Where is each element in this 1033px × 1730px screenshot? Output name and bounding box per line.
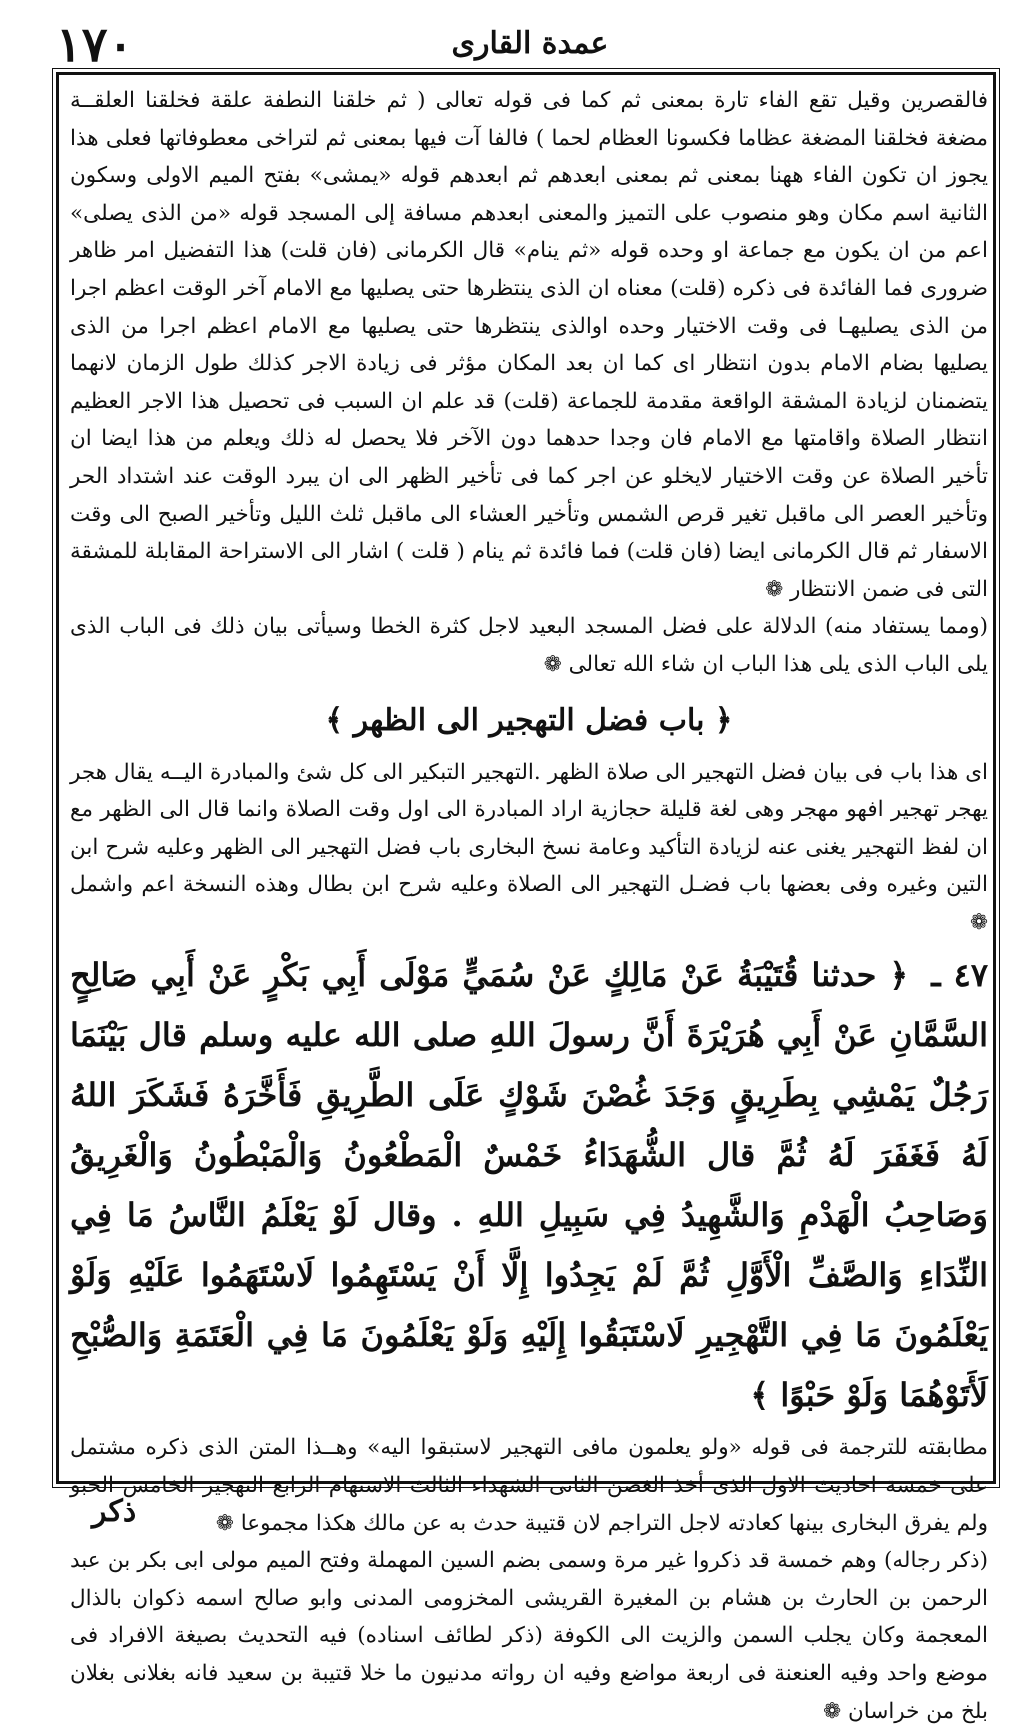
hadith-number: ٤٧ ـ	[931, 956, 989, 995]
correspondence-paragraph: مطابقته للترجمة فى قوله «ولو يعلمون مافى التهجير لاستبقوا اليه» وهــذا المتن الذى ذكره مشتمل على خمسة احاديث الاول الذى أخذ الغصن الثانى الشهداء الثالث الاستهام الرابع التهجير الخامس الحبو ولم يفرق البخارى بينها كعادته لاجل التراجم لان قتيبة حدث به عن مالك هكذا مجموعا ❁	[70, 1435, 988, 1536]
catchword: ذكر	[92, 1494, 137, 1529]
commentary-paragraph: فالقصرين وقيل تقع الفاء تارة بمعنى ثم كما فى قوله تعالى ( ثم خلقنا النطفة علقة فخلقنا العلقــة مضغة فخلقنا المضغة عظاما فكسونا العظام لحما ) فالفا آت فيها بمعنى ثم لتراخى معطوفاتها فعلى هذا يجوز ان تكون الفاء ههنا بمعنى ثم بمعنى ابعدهم ثم ابعدهم قوله «يمشى» بفتح الميم الاولى وسكون الثانية اسم مكان وهو منصوب على التميز والمعنى ابعدهم مسافة إلى المسجد قوله «من الذى يصلى» اعم من ان يكون مع جماعة او وحده قوله «ثم ينام» قال الكرمانى (فان قلت) هذا التفضيل امر ظاهر ضرورى فما الفائدة فى ذكره (قلت) معناه ان الذى ينتظرها حتى يصليها مع الامام آخر الوقت اعظم اجرا من الذى يصليهـا فى وقت الاختيار وحده اوالذى ينتظرها حتى يصليها مع الامام اعظم اجرا من الذى يصليها بضام الامام بدون انتظار اى كما ان بعد المكان مؤثر فى زيادة الاجر كذلك طول الزمان لانهما يتضمنان لزيادة المشقة الواقعة مقدمة للجماعة (قلت) قد علم ان السبب فى تحصيل هذا الاجر العظيم انتظار الصلاة واقامتها مع الامام فان وجدا حدهما دون الآخر فلا يحصل له ذلك ويعلم من هذا ايضا ان تأخير الصلاة عن وقت الاختيار لايخلو عن اجر كما فى تأخير الظهر الى ان يبرد الوقت عند اشتداد الحر وتأخير العصر الى ماقبل تغير قرص الشمس وتأخير العشاء الى ماقبل ثلث الليل وتأخير الصبح الى وقت الاسفار ثم قال الكرمانى ايضا (فان قلت) فما فائدة ثم ينام ( قلت ) اشار الى الاستراحة المقابلة للمشقة التى فى ضمن الانتظار ❁	[70, 88, 988, 602]
hadith-body: ﴿ حدثنا قُتَيْبَةُ عَنْ مَالِكٍ عَنْ سُمَيٍّ مَوْلَى أَبِي بَكْرٍ عَنْ أَبِي صَالِحٍ السَّمَّانِ عَنْ أَبِي هُرَيْرَةَ أَنَّ رسولَ اللهِ صلى الله عليه وسلم قال بَيْنَمَا رَجُلٌ يَمْشِي بِطَرِيقٍ وَجَدَ غُصْنَ شَوْكٍ عَلَى الطَّرِيقِ فَأَخَّرَهُ فَشَكَرَ اللهُ لَهُ فَغَفَرَ لَهُ ثُمَّ قال الشُّهَدَاءُ خَمْسٌ الْمَطْعُونُ وَالْمَبْطُونُ وَالْغَرِيقُ وَصَاحِبُ الْهَدْمِ وَالشَّهِيدُ فِي سَبِيلِ اللهِ . وقال لَوْ يَعْلَمُ النَّاسُ مَا فِي النِّدَاءِ وَالصَّفِّ الْأَوَّلِ ثُمَّ لَمْ يَجِدُوا إِلَّا أَنْ يَسْتَهِمُوا لَاسْتَهَمُوا عَلَيْهِ وَلَوْ يَعْلَمُونَ مَا فِي التَّهْجِيرِ لَاسْتَبَقُوا إِلَيْهِ وَلَوْ يَعْلَمُونَ مَا فِي الْعَتَمَةِ وَالصُّبْحِ لَأَتَوْهُمَا وَلَوْ حَبْوًا ﴾	[70, 956, 989, 1415]
page-number: ١٧٠	[56, 17, 134, 73]
chapter-intro-paragraph: اى هذا باب فى بيان فضل التهجير الى صلاة الظهر .التهجير التبكير الى كل شئ والمبادرة اليــه يقال هجر يهجر تهجير افهو مهجر وهى لغة قليلة حجازية اراد المبادرة الى اول وقت الصلاة وانما قال الى الظهر مع ان لفظ التهجير يغنى عنه لزيادة التأكيد وعامة نسخ البخارى باب فضل التهجير الى الظهر وعليه شرح ابن التين وغيره وفى بعضها باب فضـل التهجير الى الصلاة وعليه شرح ابن بطال وهذه النسخة اعم واشمل ❁	[70, 759, 988, 935]
narrators-paragraph: (ذكر رجاله) وهم خمسة قد ذكروا غير مرة وسمى بضم السين المهملة وفتح الميم مولى ابى بكر بن عبد الرحمن بن الحارث بن هشام بن المغيرة القريشى المخزومى المدنى وابو صالح اسمه ذكوان بالذال المعجمة وكان يجلب السمن والزيت الى الكوفة (ذكر لطائف اسناده) فيه التحديث بصيغة الافراد فى موضع واحد وفيه العنعنة فى اربعة مواضع وفيه ان رواته مدنيون ما خلا قتيبة بن سعيد فانه بغلانى بغلان بلخ من خراسان ❁	[70, 1548, 988, 1724]
hadith-text	[70, 945, 988, 1425]
page-body	[70, 82, 988, 1730]
chapter-heading: ﴿ باب فضل التهجير الى الظهر ﴾	[325, 702, 733, 738]
benefit-paragraph: (ومما يستفاد منه) الدلالة على فضل المسجد البعيد لاجل كثرة الخطا وسيأتى بيان ذلك فى الباب الذى يلى الباب الذى يلى هذا الباب ان شاء الله تعالى ❁	[70, 614, 988, 677]
page-header	[56, 17, 1004, 73]
running-title: عمدة القاری	[451, 26, 609, 61]
